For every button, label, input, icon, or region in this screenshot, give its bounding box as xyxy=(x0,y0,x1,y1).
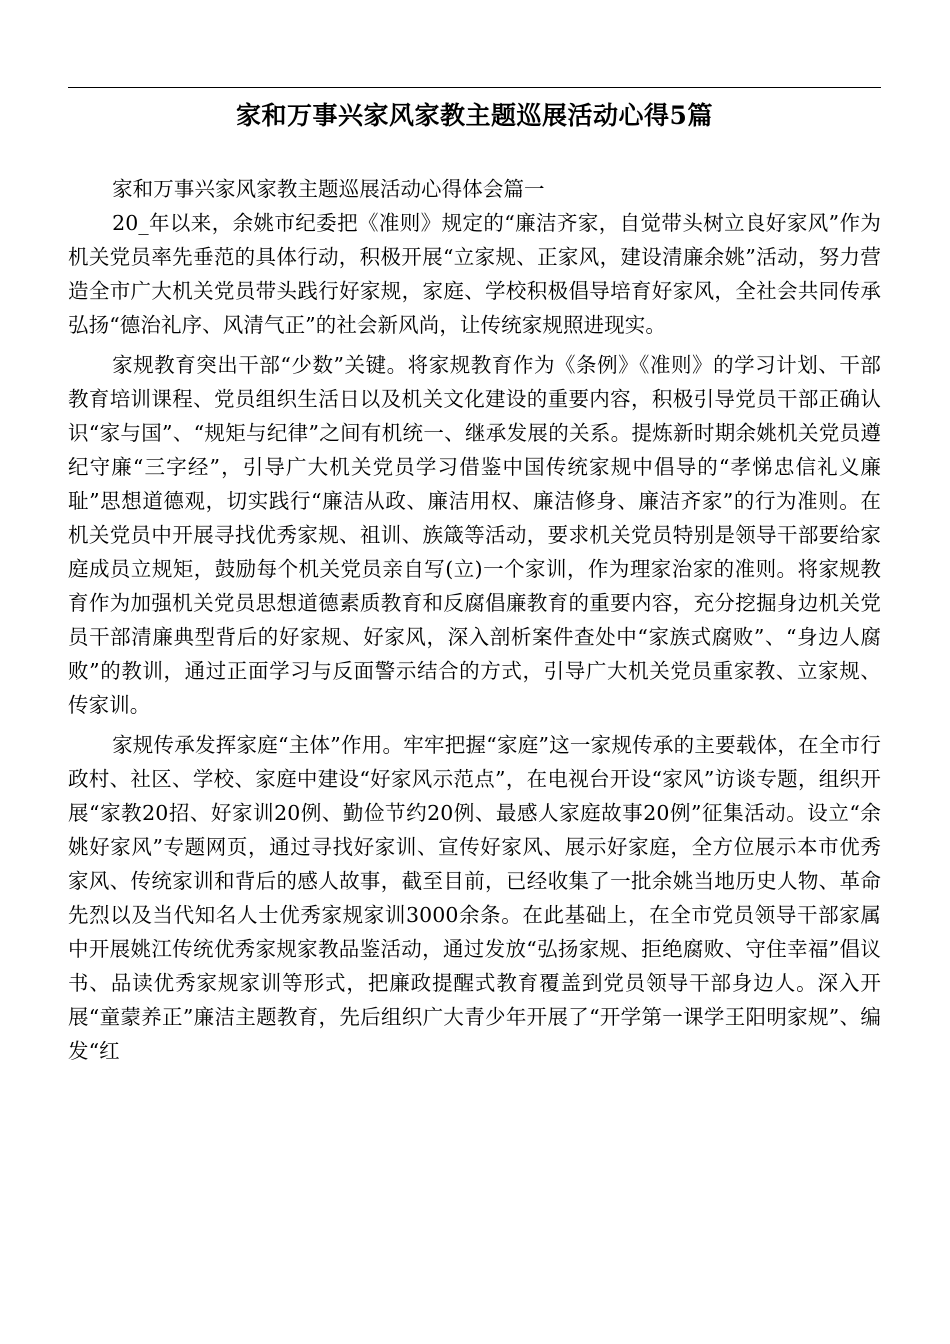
paragraph: 20_年以来，余姚市纪委把《准则》规定的“廉洁齐家，自觉带头树立良好家风”作为机关党员率先垂范的具体行动，积极开展“立家规、正家风，建设清廉余姚”活动，努力营造全市广大机关党员带头践行好家规，家庭、学校积极倡导培育好家风，全社会共同传承弘扬“德治礼序、风清气正”的社会新风尚，让传统家规照进现实。 xyxy=(68,211,881,337)
header-rule xyxy=(68,87,881,88)
paragraph: 家规教育突出干部“少数”关键。将家规教育作为《条例》《准则》的学习计划、干部教育培训课程、党员组织生活日以及机关文化建设的重要内容，积极引导党员干部正确认识“家与国”、“规矩与纪律”之间有机统一、继承发展的关系。提炼新时期余姚机关党员遵纪守廉“三字经”，引导广大机关党员学习借鉴中国传统家规中倡导的“孝悌忠信礼义廉耻”思想道德观，切实践行“廉洁从政、廉洁用权、廉洁修身、廉洁齐家”的行为准则。在机关党员中开展寻找优秀家规、祖训、族箴等活动，要求机关党员特别是领导干部要给家庭成员立规矩，鼓励每个机关党员亲自写(立)一个家训，作为理家治家的准则。将家规教育作为加强机关党员思想道德素质教育和反腐倡廉教育的重要内容，充分挖掘身边机关党员干部清廉典型背后的好家规、好家风，深入剖析案件查处中“家族式腐败”、“身边人腐败”的教训，通过正面学习与反面警示结合的方式，引导广大机关党员重家教、立家规、传家训。 xyxy=(68,353,881,717)
document-body xyxy=(68,172,881,1074)
paragraph: 家规传承发挥家庭“主体”作用。牢牢把握“家庭”这一家规传承的主要载体，在全市行政村、社区、学校、家庭中建设“好家风示范点”，在电视台开设“家风”访谈专题，组织开展“家教20招、好家训20例、勤俭节约20例、最感人家庭故事20例”征集活动。设立“余姚好家风”专题网页，通过寻找好家训、宣传好家风、展示好家庭，全方位展示本市优秀家风、传统家训和背后的感人故事，截至目前，已经收集了一批余姚当地历史人物、革命先烈以及当代知名人士优秀家规家训3000余条。在此基础上，在全市党员领导干部家属中开展姚江传统优秀家规家教品鉴活动，通过发放“弘扬家规、拒绝腐败、守住幸福”倡议书、品读优秀家规家训等形式，把廉政提醒式教育覆盖到党员领导干部身边人。深入开展“童蒙养正”廉洁主题教育，先后组织广大青少年开展了“开学第一课学王阳明家规”、编发“红 xyxy=(68,733,881,1063)
section-subheading: 家和万事兴家风家教主题巡展活动心得体会篇一 xyxy=(112,177,545,201)
document-title: 家和万事兴家风家教主题巡展活动心得5篇 xyxy=(236,101,713,130)
